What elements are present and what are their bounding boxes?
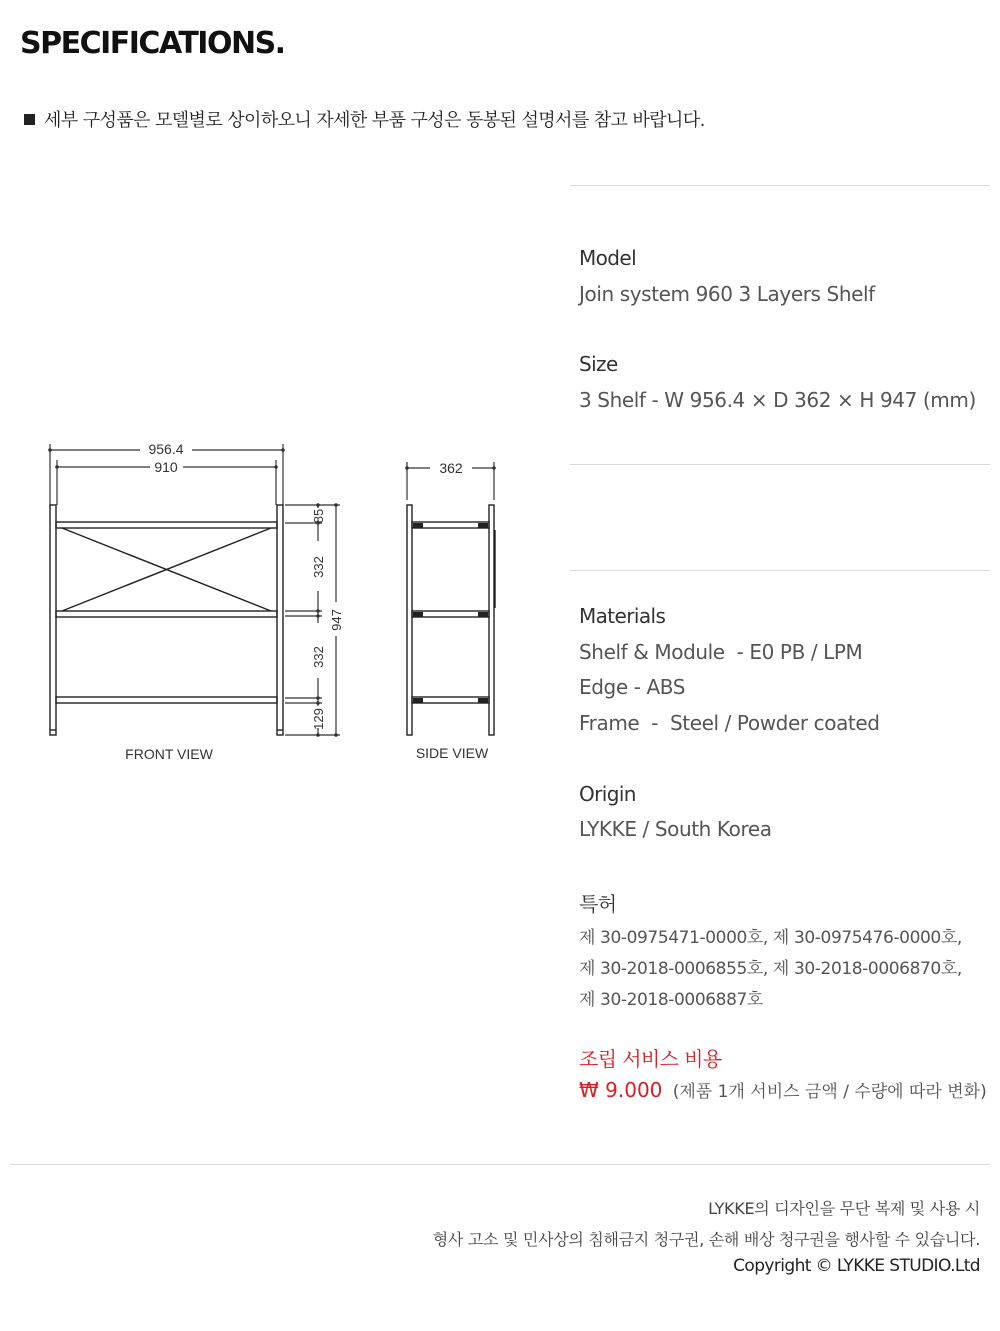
technical-drawing [0,430,560,780]
origin-value: LYKKE / South Korea [579,817,772,841]
bullet-square-icon [24,114,35,125]
divider [570,185,990,186]
size-value: 3 Shelf - W 956.4 × D 362 × H 947 (mm) [579,388,976,412]
front-view-frame [50,505,283,735]
footer-notice-line1: LYKKE의 디자인을 무단 복제 및 사용 시 [708,1199,980,1218]
dim-overall-width: 956.4 [148,441,184,457]
origin-label: Origin [579,782,636,806]
assembly-price: ₩ 9.000 [579,1078,663,1102]
dim-inner-width: 910 [154,459,178,475]
dim-height-lower: 332 [311,646,326,668]
page-title: SPECIFICATIONS. [20,26,285,61]
dim-height-bottom: 129 [311,708,326,730]
assembly-price-note: (제품 1개 서비스 금액 / 수량에 따라 변화) [672,1082,987,1102]
patent-item: 제 30-2018-0006887호 [579,990,763,1010]
material-item: Shelf & Module - E0 PB / LPM [579,640,863,664]
dim-height-upper: 332 [311,556,326,578]
notice-text: 세부 구성품은 모델별로 상이하오니 자세한 부품 구성은 동봉된 설명서를 참고 바랍니다. [44,110,705,131]
material-item: Frame - Steel / Powder coated [579,711,880,735]
model-label: Model [579,246,637,270]
dim-total-height: 947 [329,609,344,631]
patent-item: 제 30-0975471-0000호, 제 30-0975476-0000호, [579,928,962,948]
model-value: Join system 960 3 Layers Shelf [579,282,875,306]
footer-notice-line2: 형사 고소 및 민사상의 침해금지 청구권, 손해 배상 청구권을 행사할 수 있습니다. [432,1230,980,1249]
dim-height-top: 85 [311,508,326,524]
dim-depth: 362 [439,460,463,476]
front-view-label: FRONT VIEW [125,746,213,762]
patent-item: 제 30-2018-0006855호, 제 30-2018-0006870호, [579,959,962,979]
assembly-price-row [579,1077,987,1102]
notice [24,106,705,132]
divider [570,570,990,571]
assembly-service-label: 조립 서비스 비용 [579,1047,722,1071]
materials-label: Materials [579,604,666,628]
footer-divider [10,1164,990,1165]
material-item: Edge - ABS [579,675,686,699]
divider [570,464,990,465]
copyright: Copyright © LYKKE STUDIO.Ltd [733,1256,980,1276]
side-view-label: SIDE VIEW [415,745,489,761]
patent-label: 특허 [579,892,617,916]
size-label: Size [579,352,618,376]
